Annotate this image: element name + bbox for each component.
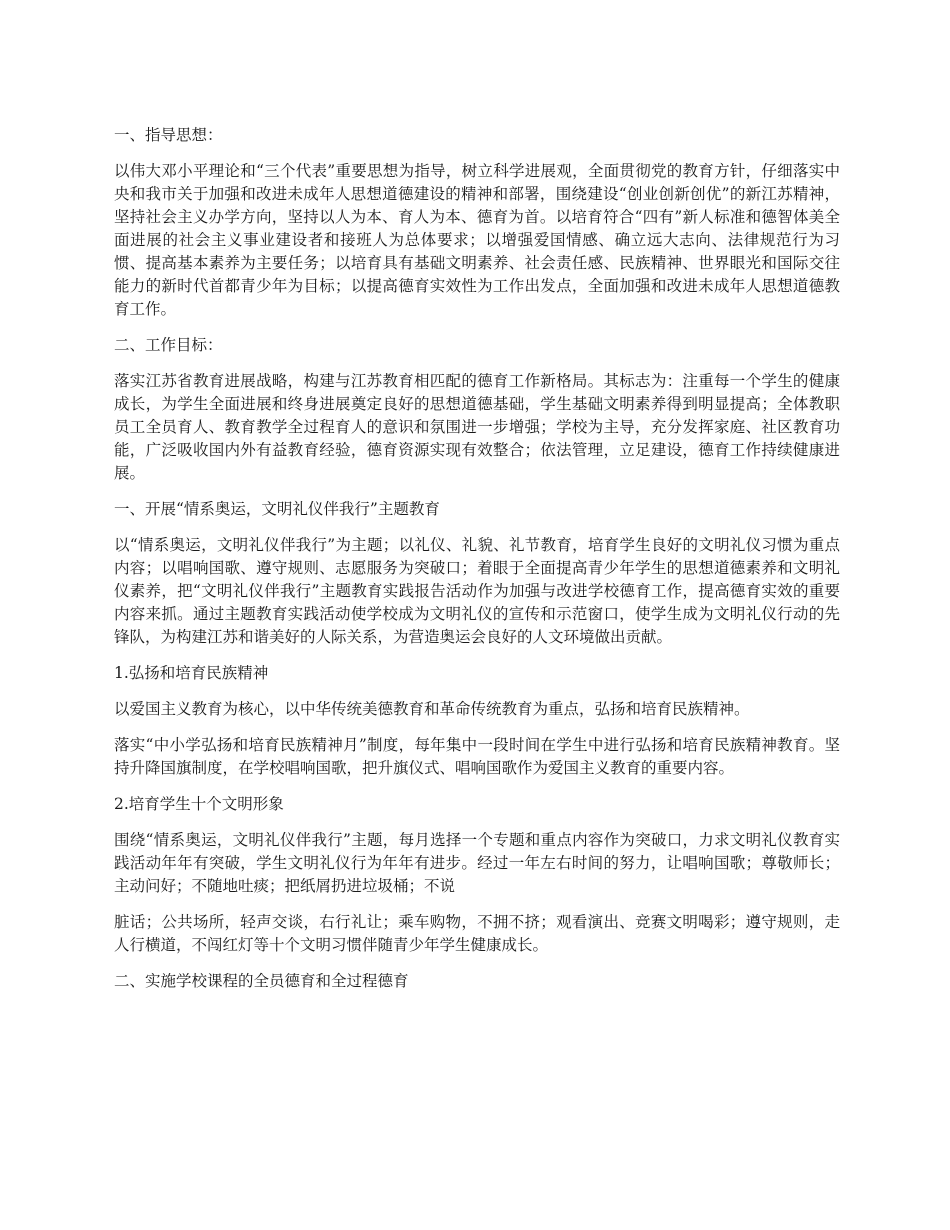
paragraph-work-goals: 落实江苏省教育进展战略，构建与江苏教育相匹配的德育工作新格局。其标志为：注重每一个学生的健康成长，为学生全面进展和终身进展奠定良好的思想道德基础，学生基础文明素养得到明显提高；全体教职员工全员育人、教育教学全过程育人的意识和氛围进一步增强；学校为主导，充分发挥家庭、社区教育功能，广泛吸收国内外有益教育经验，德育资源实现有效整合；依法管理，立足建设，德育工作持续健康进展。 <box>114 372 840 482</box>
paragraph-national-spirit: 以爱国主义教育为核心，以中华传统美德教育和革命传统教育为重点，弘扬和培育民族精神。 <box>114 700 750 718</box>
section-heading-work-goals: 二、工作目标： <box>114 336 223 354</box>
section-heading-theme-education: 一、开展“情系奥运，文明礼仪伴我行”主题教育 <box>114 500 440 518</box>
document-body <box>114 124 840 1006</box>
section-heading-curriculum-moral-education: 二、实施学校课程的全员德育和全过程德育 <box>114 972 409 990</box>
subheading-ten-civilized-images: 2.培育学生十个文明形象 <box>114 795 284 813</box>
paragraph-ten-civilized-images: 围绕“情系奥运，文明礼仪伴我行”主题，每月选择一个专题和重点内容作为突破口，力求文明礼仪教育实践活动年年有突破，学生文明礼仪行为年年有进步。经过一年左右时间的努力，让唱响国歌；尊敬师长；主动问好；不随地吐痰；把纸屑扔进垃圾桶；不说 <box>114 831 840 895</box>
subheading-national-spirit: 1.弘扬和培育民族精神 <box>114 664 269 682</box>
paragraph-theme-education: 以“情系奥运，文明礼仪伴我行”为主题；以礼仪、礼貌、礼节教育，培育学生良好的文明礼仪习惯为重点内容；以唱响国歌、遵守规则、志愿服务为突破口；着眼于全面提高青少年学生的思想道德素养和文明礼仪素养，把“文明礼仪伴我行”主题教育实践报告活动作为加强与改进学校德育工作，提高德育实效的重要内容来抓。通过主题教育实践活动使学校成为文明礼仪的宣传和示范窗口，使学生成为文明礼仪行动的先锋队，为构建江苏和谐美好的人际关系，为营造奥运会良好的人文环境做出贡献。 <box>114 536 840 646</box>
section-heading-guiding-thought: 一、指导思想： <box>114 126 223 144</box>
paragraph-national-spirit-month: 落实“中小学弘扬和培育民族精神月”制度，每年集中一段时间在学生中进行弘扬和培育民族精神教育。坚持升降国旗制度，在学校唱响国歌，把升旗仪式、唱响国歌作为爱国主义教育的重要内容。 <box>114 736 840 777</box>
paragraph-guiding-thought: 以伟大邓小平理论和“三个代表”重要思想为指导，树立科学进展观，全面贯彻党的教育方针，仔细落实中央和我市关于加强和改进未成年人思想道德建设的精神和部署，围绕建设“创业创新创优”的新江苏精神，坚持社会主义办学方向，坚持以人为本、育人为本、德育为首。以培育符合“四有”新人标准和德智体美全面进展的社会主义事业建设者和接班人为总体要求；以增强爱国情感、确立远大志向、法律规范行为习惯、提高基本素养为主要任务；以培育具有基础文明素养、社会责任感、民族精神、世界眼光和国际交往能力的新时代首都青少年为目标；以提高德育实效性为工作出发点，全面加强和改进未成年人思想道德教育工作。 <box>114 162 840 318</box>
paragraph-ten-civilized-habits: 脏话；公共场所，轻声交谈，右行礼让；乘车购物，不拥不挤；观看演出、竞赛文明喝彩；遵守规则，走人行横道，不闯红灯等十个文明习惯伴随青少年学生健康成长。 <box>114 913 840 954</box>
